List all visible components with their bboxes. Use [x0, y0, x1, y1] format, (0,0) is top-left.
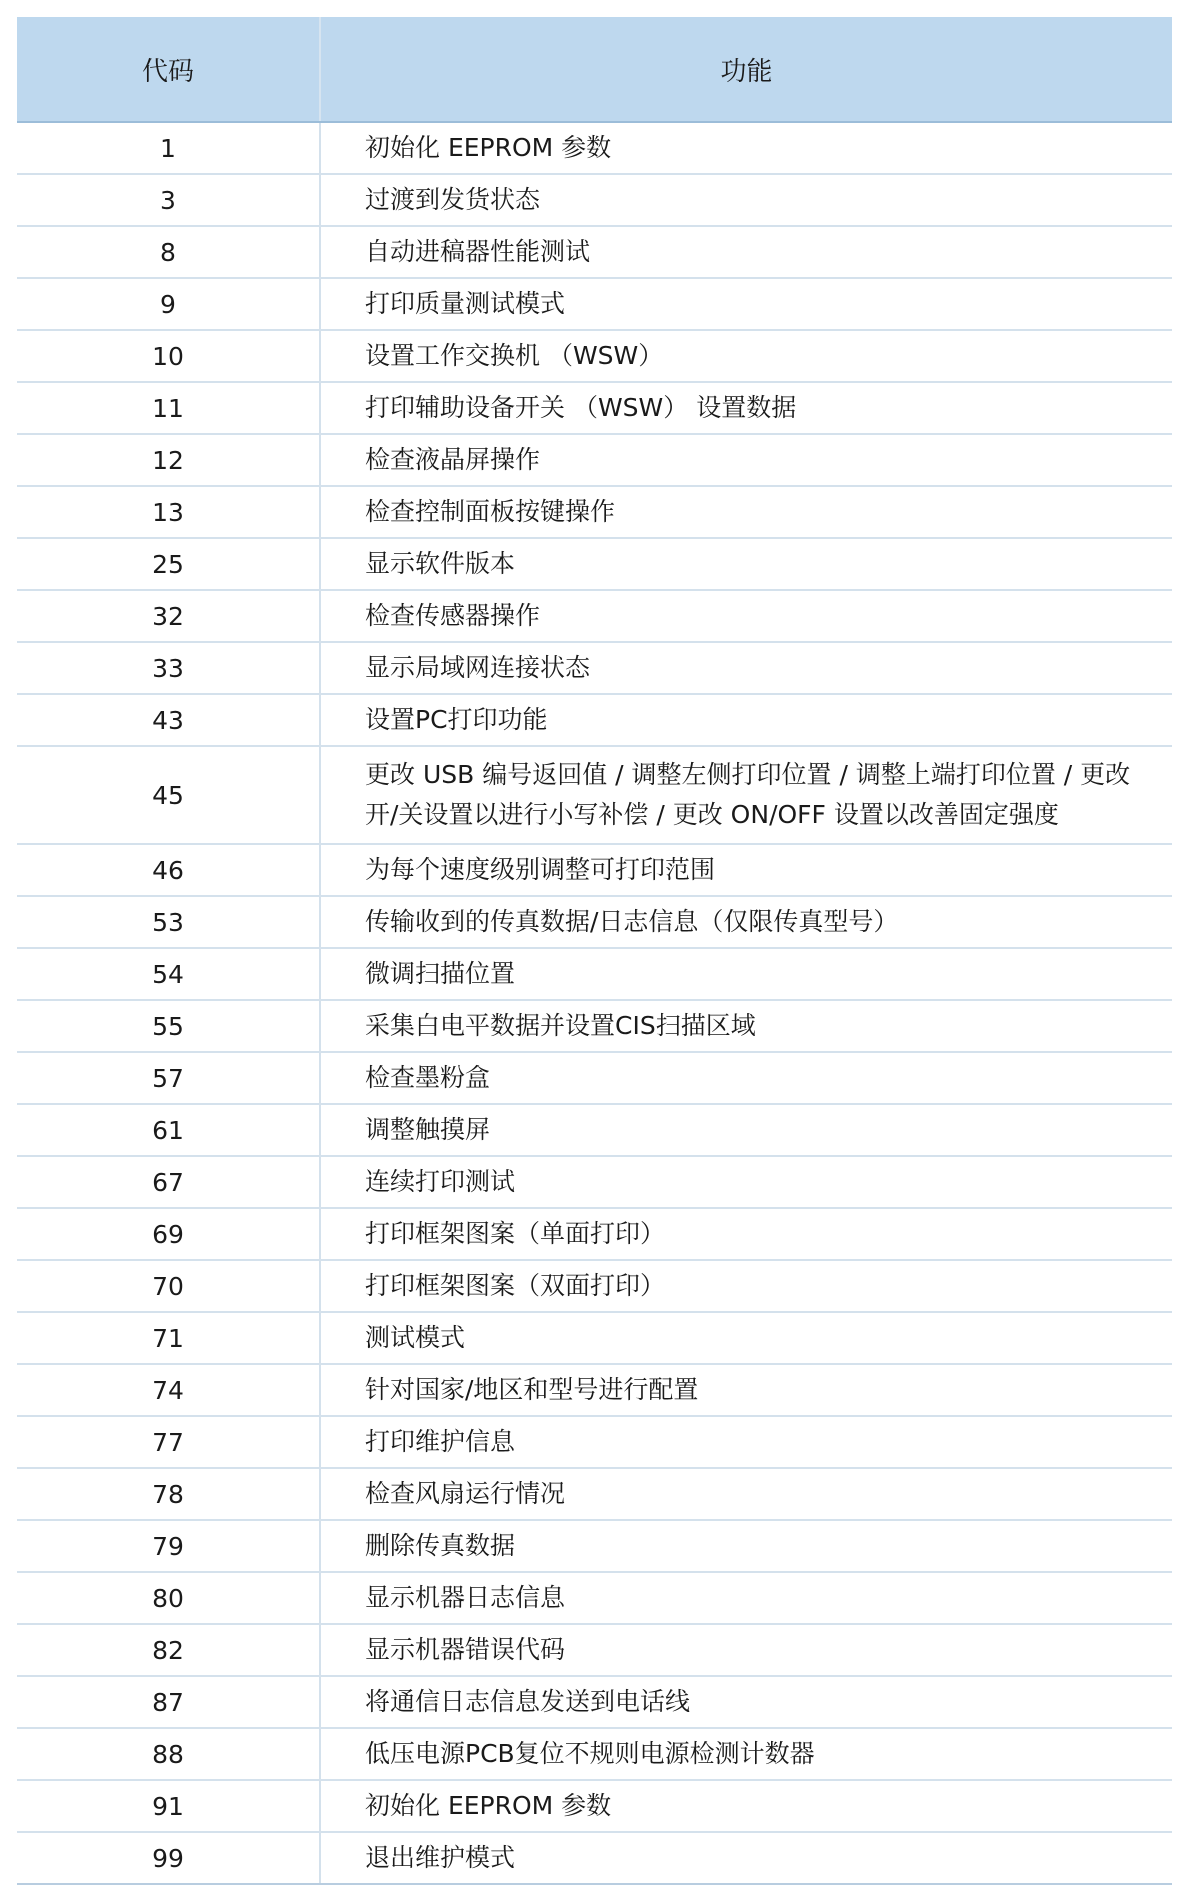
- table-row: [17, 1780, 1172, 1832]
- code-cell: 11: [17, 382, 320, 434]
- table-row: [17, 434, 1172, 486]
- header-function: 功能: [320, 17, 1172, 122]
- code-cell: 57: [17, 1052, 320, 1104]
- table-row: [17, 1156, 1172, 1208]
- code-cell: 80: [17, 1572, 320, 1624]
- code-cell: 67: [17, 1156, 320, 1208]
- code-cell: 55: [17, 1000, 320, 1052]
- code-cell: 46: [17, 844, 320, 896]
- table-header: [17, 17, 1172, 122]
- code-cell: 91: [17, 1780, 320, 1832]
- table-row: [17, 642, 1172, 694]
- code-cell: 69: [17, 1208, 320, 1260]
- function-cell: 过渡到发货状态: [320, 174, 1172, 226]
- code-cell: 10: [17, 330, 320, 382]
- function-cell: 退出维护模式: [320, 1832, 1172, 1884]
- table-row: [17, 1520, 1172, 1572]
- code-cell: 43: [17, 694, 320, 746]
- function-cell: 初始化 EEPROM 参数: [320, 1780, 1172, 1832]
- function-cell: 传输收到的传真数据/日志信息（仅限传真型号）: [320, 896, 1172, 948]
- table-row: [17, 694, 1172, 746]
- table-row: [17, 1832, 1172, 1884]
- table-row: [17, 382, 1172, 434]
- code-cell: 13: [17, 486, 320, 538]
- table-row: [17, 122, 1172, 174]
- code-cell: 77: [17, 1416, 320, 1468]
- code-cell: 71: [17, 1312, 320, 1364]
- function-cell: 删除传真数据: [320, 1520, 1172, 1572]
- code-cell: 78: [17, 1468, 320, 1520]
- function-cell: 采集白电平数据并设置CIS扫描区域: [320, 1000, 1172, 1052]
- code-cell: 45: [17, 746, 320, 844]
- table-row: [17, 538, 1172, 590]
- function-cell: 自动进稿器性能测试: [320, 226, 1172, 278]
- maintenance-code-table-container: [17, 17, 1172, 1885]
- function-cell: 检查传感器操作: [320, 590, 1172, 642]
- code-cell: 61: [17, 1104, 320, 1156]
- code-cell: 33: [17, 642, 320, 694]
- table-row: [17, 896, 1172, 948]
- function-cell: 检查控制面板按键操作: [320, 486, 1172, 538]
- table-row: [17, 1416, 1172, 1468]
- table-row: [17, 1468, 1172, 1520]
- table-row: [17, 1052, 1172, 1104]
- table-row: [17, 844, 1172, 896]
- code-cell: 53: [17, 896, 320, 948]
- function-cell: 检查风扇运行情况: [320, 1468, 1172, 1520]
- table-row: [17, 1208, 1172, 1260]
- function-cell: 显示软件版本: [320, 538, 1172, 590]
- function-cell: 显示局域网连接状态: [320, 642, 1172, 694]
- table-row: [17, 1572, 1172, 1624]
- function-cell: 测试模式: [320, 1312, 1172, 1364]
- header-row: [17, 17, 1172, 122]
- table-body: [17, 122, 1172, 1884]
- function-cell: 将通信日志信息发送到电话线: [320, 1676, 1172, 1728]
- code-cell: 88: [17, 1728, 320, 1780]
- code-cell: 9: [17, 278, 320, 330]
- table-row: [17, 948, 1172, 1000]
- code-cell: 3: [17, 174, 320, 226]
- function-cell: 打印质量测试模式: [320, 278, 1172, 330]
- function-cell: 打印维护信息: [320, 1416, 1172, 1468]
- code-cell: 25: [17, 538, 320, 590]
- code-cell: 8: [17, 226, 320, 278]
- table-row: [17, 330, 1172, 382]
- function-cell: 针对国家/地区和型号进行配置: [320, 1364, 1172, 1416]
- table-row: [17, 174, 1172, 226]
- function-cell: 为每个速度级别调整可打印范围: [320, 844, 1172, 896]
- table-row: [17, 1312, 1172, 1364]
- code-cell: 74: [17, 1364, 320, 1416]
- function-cell: 打印辅助设备开关 （WSW） 设置数据: [320, 382, 1172, 434]
- function-cell: 调整触摸屏: [320, 1104, 1172, 1156]
- table-row: [17, 278, 1172, 330]
- function-cell: 微调扫描位置: [320, 948, 1172, 1000]
- code-cell: 1: [17, 122, 320, 174]
- function-cell: 设置工作交换机 （WSW）: [320, 330, 1172, 382]
- table-row: [17, 1728, 1172, 1780]
- table-row: [17, 226, 1172, 278]
- table-row: [17, 1364, 1172, 1416]
- function-cell: 检查液晶屏操作: [320, 434, 1172, 486]
- table-row: [17, 1104, 1172, 1156]
- table-row: [17, 590, 1172, 642]
- code-cell: 82: [17, 1624, 320, 1676]
- header-code: 代码: [17, 17, 320, 122]
- function-cell: 检查墨粉盒: [320, 1052, 1172, 1104]
- function-cell: 打印框架图案（双面打印）: [320, 1260, 1172, 1312]
- function-cell: 低压电源PCB复位不规则电源检测计数器: [320, 1728, 1172, 1780]
- function-cell: 设置PC打印功能: [320, 694, 1172, 746]
- code-cell: 70: [17, 1260, 320, 1312]
- function-cell: 显示机器日志信息: [320, 1572, 1172, 1624]
- maintenance-code-table: [17, 17, 1172, 1885]
- function-cell: 初始化 EEPROM 参数: [320, 122, 1172, 174]
- code-cell: 54: [17, 948, 320, 1000]
- code-cell: 99: [17, 1832, 320, 1884]
- table-row: [17, 486, 1172, 538]
- function-cell: 连续打印测试: [320, 1156, 1172, 1208]
- function-cell: 打印框架图案（单面打印）: [320, 1208, 1172, 1260]
- code-cell: 87: [17, 1676, 320, 1728]
- code-cell: 79: [17, 1520, 320, 1572]
- function-cell: 显示机器错误代码: [320, 1624, 1172, 1676]
- code-cell: 32: [17, 590, 320, 642]
- table-row: [17, 1624, 1172, 1676]
- table-row: [17, 1260, 1172, 1312]
- table-row: [17, 1676, 1172, 1728]
- code-cell: 12: [17, 434, 320, 486]
- function-cell: 更改 USB 编号返回值 / 调整左侧打印位置 / 调整上端打印位置 / 更改开/关设置以进行小写补偿 / 更改 ON/OFF 设置以改善固定强度: [320, 746, 1172, 844]
- table-row: [17, 746, 1172, 844]
- table-row: [17, 1000, 1172, 1052]
